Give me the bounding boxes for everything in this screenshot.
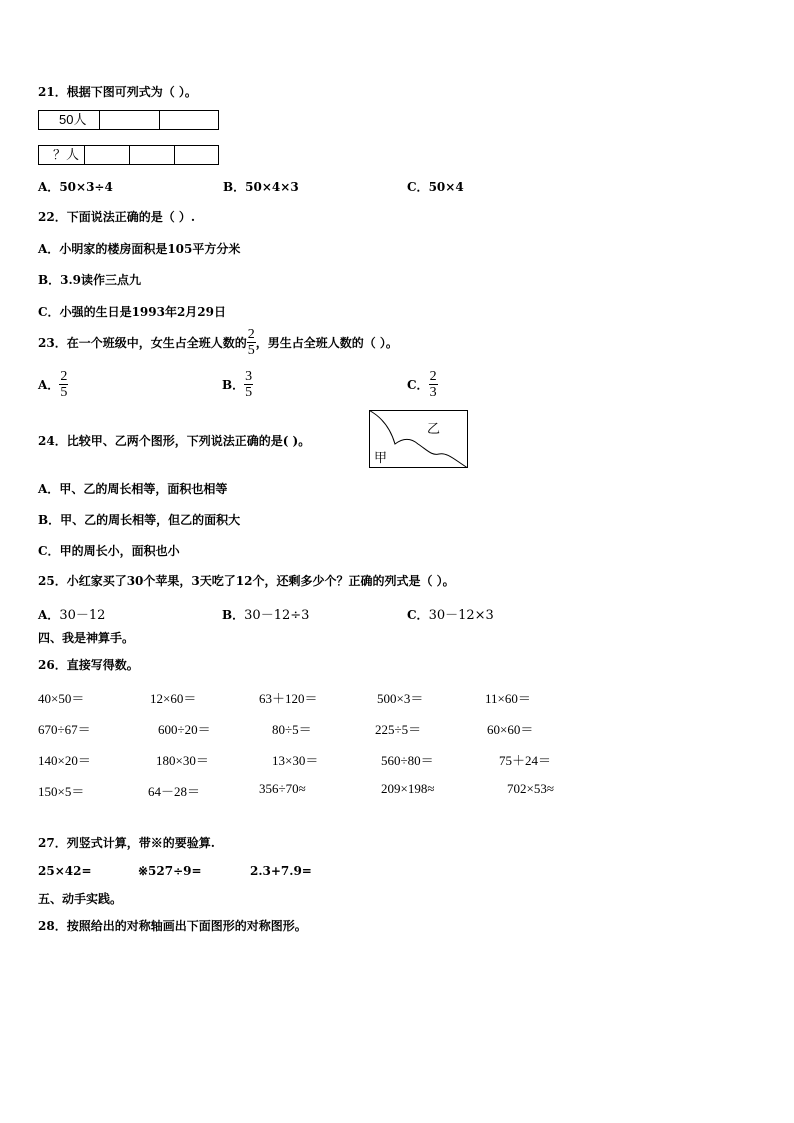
q25-stem: 25．小红家买了30个苹果，3天吃了12个，还剩多少个？正确的列式是（ ）。 <box>38 574 455 588</box>
q23-option-c-fraction: $\frac{2}{3}$ <box>429 369 437 400</box>
q21-bar1-label: 50人 <box>59 112 87 127</box>
q26-item: 225÷5＝ <box>375 722 422 737</box>
q21-option-b[interactable]: B．50×4×3 <box>223 180 299 194</box>
q26-item: 11×60＝ <box>485 691 531 706</box>
q23-option-b[interactable]: B． $\frac{3}{5}$ <box>222 369 253 400</box>
q22-stem: 22．下面说法正确的是（ ）. <box>38 210 196 224</box>
q21-option-c[interactable]: C．50×4 <box>407 180 464 194</box>
q26-item: 60×60＝ <box>487 722 534 737</box>
q24-stem: 24．比较甲、乙两个图形，下列说法正确的是( )。 <box>38 434 311 448</box>
q27-stem: 27．列竖式计算，带※的要验算. <box>38 836 215 850</box>
q24-label-jia: 甲 <box>374 451 388 466</box>
section-5-heading: 五、动手实践。 <box>38 892 123 906</box>
q27-item-3: 2.3+7.9= <box>250 864 312 878</box>
q24-shape-figure <box>369 410 468 468</box>
q22-option-c[interactable]: C．小强的生日是1993年2月29日 <box>38 305 227 319</box>
q26-item: 500×3＝ <box>377 691 424 706</box>
q27-item-1: 25×42= <box>38 864 92 878</box>
q26-item: 63＋120＝ <box>259 691 318 706</box>
q24-label-yi: 乙 <box>427 422 441 437</box>
q26-stem: 26．直接写得数。 <box>38 658 139 672</box>
q26-item: 13×30＝ <box>272 753 319 768</box>
q26-item: 80÷5＝ <box>272 722 312 737</box>
q25-option-b[interactable]: B．30－12÷3 <box>222 608 310 623</box>
q21-option-a[interactable]: A．50×3÷4 <box>38 180 113 194</box>
q26-item: 560÷80＝ <box>381 753 434 768</box>
q25-option-c[interactable]: C．30－12×3 <box>407 608 494 623</box>
q26-item: 140×20＝ <box>38 753 91 768</box>
q26-item: 150×5＝ <box>38 784 85 799</box>
q21-bar2-label: ？人 <box>53 147 80 162</box>
q26-item: 75＋24＝ <box>499 753 552 768</box>
q22-option-a[interactable]: A．小明家的楼房面积是105平方分米 <box>38 242 241 256</box>
q21-stem: 21．根据下图可列式为（ ）。 <box>38 85 197 99</box>
q26-item: 64－28＝ <box>148 784 201 799</box>
q23-option-a[interactable]: A． $\frac{2}{5}$ <box>38 369 68 400</box>
q24-option-a[interactable]: A．甲、乙的周长相等，面积也相等 <box>38 482 228 496</box>
q23-stem: 23．在一个班级中，女生占全班人数的 $\frac{2}{5}$ ，男生占全班人数的（ ）。 <box>38 327 398 358</box>
q28-stem: 28．按照给出的对称轴画出下面图形的对称图形。 <box>38 919 307 933</box>
q26-item: 356÷70≈ <box>259 781 306 796</box>
section-4-heading: 四、我是神算手。 <box>38 631 135 645</box>
q26-item: 40×50＝ <box>38 691 85 706</box>
q23-option-c[interactable]: C． $\frac{2}{3}$ <box>407 369 437 400</box>
q25-option-a[interactable]: A．30－12 <box>38 608 106 623</box>
q24-option-c[interactable]: C．甲的周长小，面积也小 <box>38 544 180 558</box>
q26-item: 702×53≈ <box>507 781 554 796</box>
q26-item: 670÷67＝ <box>38 722 91 737</box>
q22-option-b[interactable]: B．3.9读作三点九 <box>38 273 142 287</box>
q26-item: 180×30＝ <box>156 753 209 768</box>
q23-option-b-fraction: $\frac{3}{5}$ <box>245 369 253 400</box>
q21-bar-diagram-bottom <box>38 145 219 165</box>
q26-item: 209×198≈ <box>381 781 435 796</box>
q27-item-2: ※527÷9= <box>138 864 202 878</box>
q23-stem-fraction: $\frac{2}{5}$ <box>247 327 255 358</box>
q26-item: 12×60＝ <box>150 691 197 706</box>
q24-option-b[interactable]: B．甲、乙的周长相等，但乙的面积大 <box>38 513 241 527</box>
q23-option-a-fraction: $\frac{2}{5}$ <box>60 369 68 400</box>
q21-bar-diagram-top <box>38 110 219 130</box>
q26-item: 600÷20＝ <box>158 722 211 737</box>
